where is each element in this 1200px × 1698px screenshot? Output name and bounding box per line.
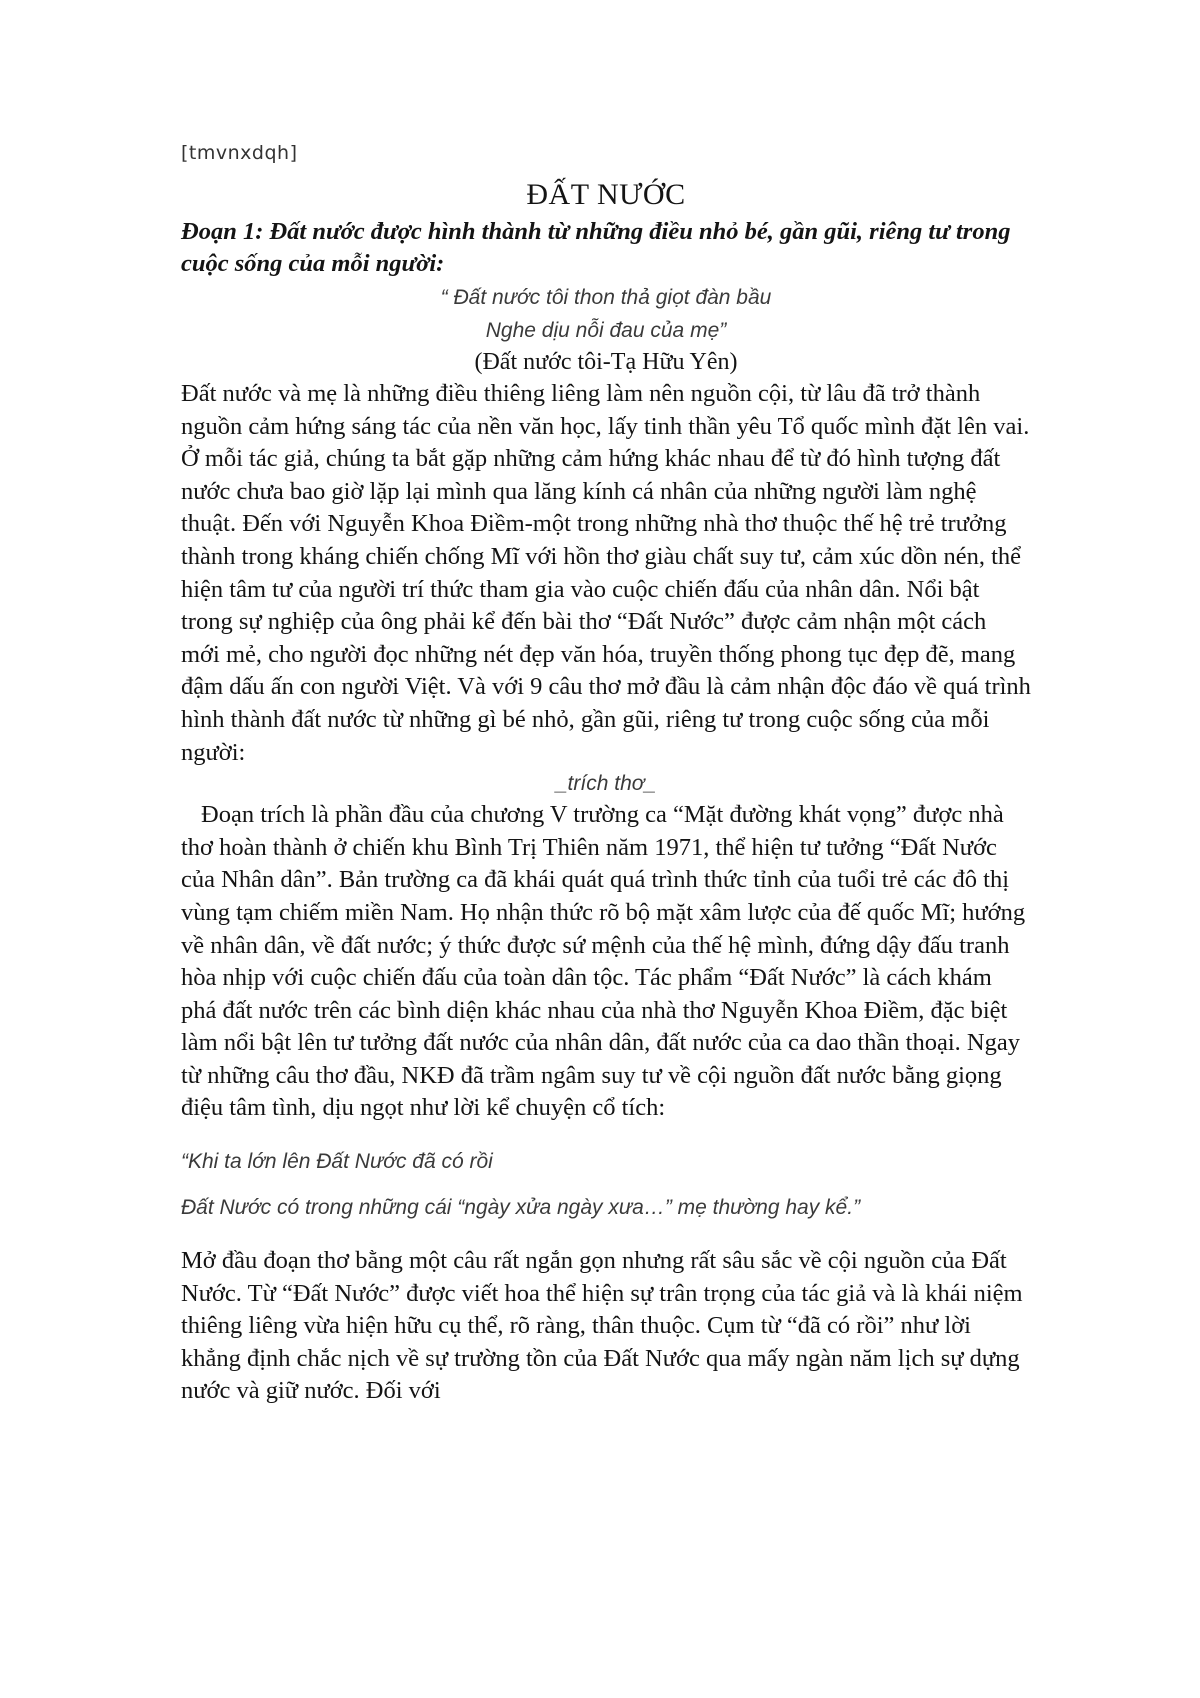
poem-quote [181, 1147, 1031, 1223]
section-subtitle: Đoạn 1: Đất nước được hình thành từ những điều nhỏ bé, gần gũi, riêng tư trong cuộc sống của mỗi người: [181, 218, 1011, 277]
paragraph-analysis: Mở đầu đoạn thơ bằng một câu rất ngắn gọn nhưng rất sâu sắc về cội nguồn của Đất Nước. Từ “Đất Nước” được viết hoa thể hiện sự trân trọng của tác giả và là khái niệm thiêng liêng vừa hiện hữu cụ thể, rõ ràng, thân thuộc. Cụm từ “đã có rồi” như lời khẳng định chắc nịch về sự trường tồn của Đất Nước qua mấy ngàn năm lịch sự dựng nước và giữ nước. Đối với [181, 1247, 1023, 1405]
spacer [181, 1125, 1031, 1147]
document-content [181, 140, 1031, 1408]
document-tag: [tmvnxdqh] [181, 142, 298, 164]
excerpt-marker: _trích thơ_ [555, 772, 657, 796]
quote-line-2: Đất Nước có trong những cái “ngày xửa ngày xưa…” mẹ thường hay kể.” [181, 1196, 861, 1220]
paragraph-intro: Đất nước và mẹ là những điều thiêng liêng làm nên nguồn cội, từ lâu đã trở thành nguồn cảm hứng sáng tác của nền văn học, lấy tinh thần yêu Tổ quốc mình đặt lên vai. Ở mỗi tác giả, chúng ta bắt gặp những cảm hứng khác nhau để từ đó hình tượng đất nước chưa bao giờ lặp lại mình qua lăng kính cá nhân của những người làm nghệ thuật. Đến với Nguyễn Khoa Điềm-một trong những nhà thơ thuộc thế hệ trẻ trưởng thành trong kháng chiến chống Mĩ với hồn thơ giàu chất suy tư, cảm xúc dồn nén, thể hiện tâm tư của người trí thức tham gia vào cuộc chiến đấu của nhân dân. Nổi bật trong sự nghiệp của ông phải kể đến bài thơ “Đất Nước” được cảm nhận một cách mới mẻ, cho người đọc những nét đẹp văn hóa, truyền thống phong tục đẹp đẽ, mang đậm dấu ấn con người Việt. Và với 9 câu thơ mở đầu là cảm nhận độc đáo về quá trình hình thành đất nước từ những gì bé nhỏ, gần gũi, riêng tư trong cuộc sống của mỗi người: [181, 380, 1031, 766]
epigraph [181, 282, 1031, 378]
epigraph-line-2: Nghe dịu nỗi đau của mẹ” [485, 319, 727, 342]
document-title: ĐẤT NƯỚC [526, 178, 686, 211]
epigraph-line-1: “ Đất nước tôi thon thả giọt đàn bầu [440, 286, 772, 309]
paragraph-context: Đoạn trích là phần đầu của chương V trường ca “Mặt đường khát vọng” được nhà thơ hoàn thành ở chiến khu Bình Trị Thiên năm 1971, thể hiện tư tưởng “Đất Nước của Nhân dân”. Bản trường ca đã khái quát quá trình thức tỉnh của tuổi trẻ các đô thị vùng tạm chiếm miền Nam. Họ nhận thức rõ bộ mặt xâm lược của đế quốc Mĩ; hướng về nhân dân, về đất nước; ý thức được sứ mệnh của thế hệ mình, đứng dậy đấu tranh hòa nhịp với cuộc chiến đấu của toàn dân tộc. Tác phẩm “Đất Nước” là cách khám phá đất nước trên các bình diện khác nhau của nhà thơ Nguyễn Khoa Điềm, đặc biệt làm nổi bật lên tư tưởng đất nước của nhân dân, đất nước của ca dao thần thoại. Ngay từ những câu thơ đầu, NKĐ đã trầm ngâm suy tư về cội nguồn đất nước bằng giọng điệu tâm tình, dịu ngọt như lời kể chuyện cổ tích: [181, 801, 1026, 1122]
epigraph-source: (Đất nước tôi-Tạ Hữu Yên) [474, 349, 738, 375]
spacer [181, 1223, 1031, 1245]
quote-line-1: “Khi ta lớn lên Đất Nước đã có rồi [181, 1150, 493, 1174]
spacer [181, 1177, 1031, 1193]
